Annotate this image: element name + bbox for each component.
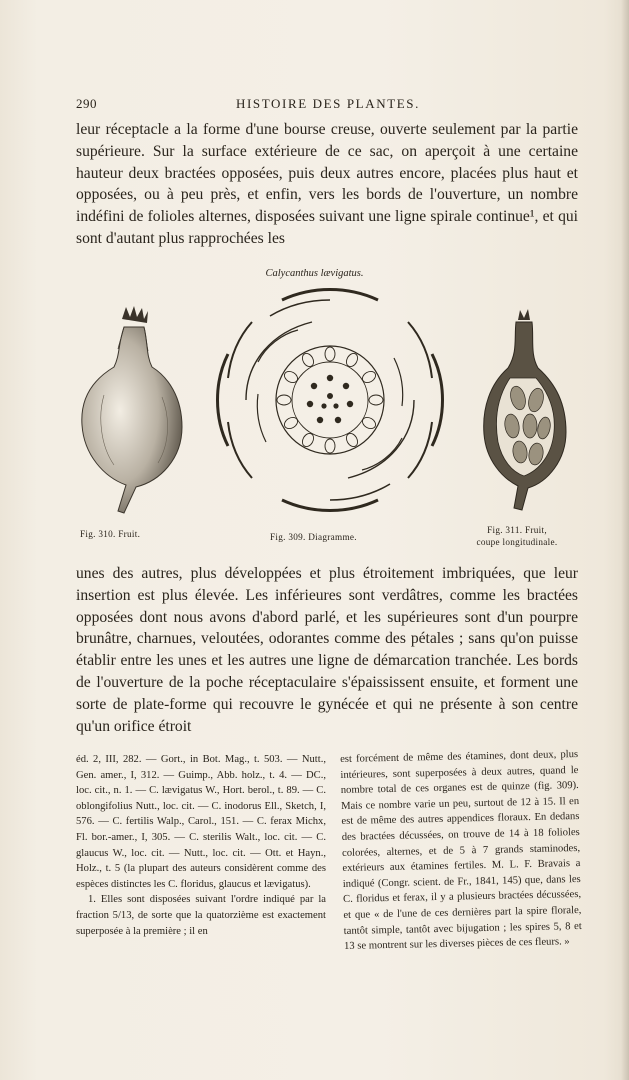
footnotes-left-column [76, 752, 326, 939]
running-title: HISTOIRE DES PLANTES. [236, 96, 420, 111]
body-paragraph-1: leur réceptacle a la forme d'une bourse creuse, ouverte seulement par la partie supérieure. Sur la surface extérieure de ce sac, on aperçoit à une certaine hauteur deux bractées opposées, puis deux autres encore, placées plus haut et opposées, ou à peu près, et enfin, vers les bords de l'ouverture, un nombre indéfini de folioles alternes, disposées suivant une ligne spirale continue¹, et qui sont d'autant plus rapprochées les [76, 121, 578, 247]
footnote-1-continued: est forcément de même des étamines, dont deux, plus intérieures, sont superposées à deux autres, quand le nombre total de ces organes est de quinze (fig. 309). Mais ce nombre varie un peu, surtout de 12 à 15. Il en est de même des autres appendices floraux. En dedans des bractées décussées, on trouve de 14 à 18 folioles colorées, alternes, et de 5 à 7 grands staminodes, extérieurs aux étamines fertiles. M. L. F. Bravais a indiqué (Congr. scient. de Fr., 1841, 145) que, dans les C. floridus et ferax, il y a plusieurs bractées décussées, et que « de l'une de ces dernières part la spire florale, tantôt simple, tantôt avec bijugation ; les spires 5, 8 et 13 se montrent sur les diverses pièces de ces fleurs. » [340, 749, 582, 953]
fig311-caption-line2: coupe longitudinale. [476, 537, 558, 547]
fig311-caption-line1: Fig. 311. Fruit, [487, 525, 547, 535]
fig311-caption [467, 524, 567, 548]
fruit-illustration [74, 305, 192, 521]
page-edge-shadow [621, 0, 629, 1080]
figure-group-title: Calycanthus lævigatus. [265, 268, 364, 279]
fig309-caption: Fig. 309. Diagramme. [270, 532, 357, 542]
fruit-section-illustration [478, 308, 570, 513]
fig310-caption: Fig. 310. Fruit. [80, 529, 141, 539]
body-paragraph-2: unes des autres, plus développées et plus étroitement imbriquées, que leur insertion est plus élevée. Les inférieures sont verdâtres, comme les bractées opposées dont nous avons d'abord parlé, et les supérieures sont d'un pourpre brunâtre, charnues, veloutées, odorantes comme des pétales ; sans qu'on puisse établir entre les unes et les autres une ligne de démarcation tranchée. Les bords de l'ouverture de la poche réceptaculaire s'épaississent ensuite, et forment une sorte de plate-forme qui recouvre le gynécée et qui ne présente à son centre qu'un orifice étroit [76, 565, 578, 735]
footnote-1: 1. Elles sont disposées suivant l'ordre indiqué par la fraction 5/13, de sorte que la quatorzième est exactement superposée à la première ; il en [76, 894, 326, 937]
page-number: 290 [76, 96, 97, 111]
footnotes-right-column [340, 747, 582, 955]
footnote-continuation: éd. 2, III, 282. — Gort., in Bot. Mag., t. 503. — Nutt., Gen. amer., I, 312. — Guimp., Abb. holz., t. 4. — DC., loc. cit., n. 1. — C. lævigatus W., Hort. berol., t. 89. — C. oblongifolius Nutt., loc. cit. — C. inodorus Ell., Sketch, I, 576. — C. fertilis Walp., Carol., 151. — C. ferax Michx, Fl. bor.-amer., I, 305. — C. sterilis Walt., loc. cit. — C. glaucus W., loc. cit. — Nutt., loc. cit. — Ott. et Hayn., Holz., t. 5 (la plupart des auteurs considèrent comme des espèces distinctes les C. floridus, glaucus et lævigatus). [76, 754, 326, 890]
floral-diagram [212, 282, 448, 518]
page-header [76, 96, 578, 116]
